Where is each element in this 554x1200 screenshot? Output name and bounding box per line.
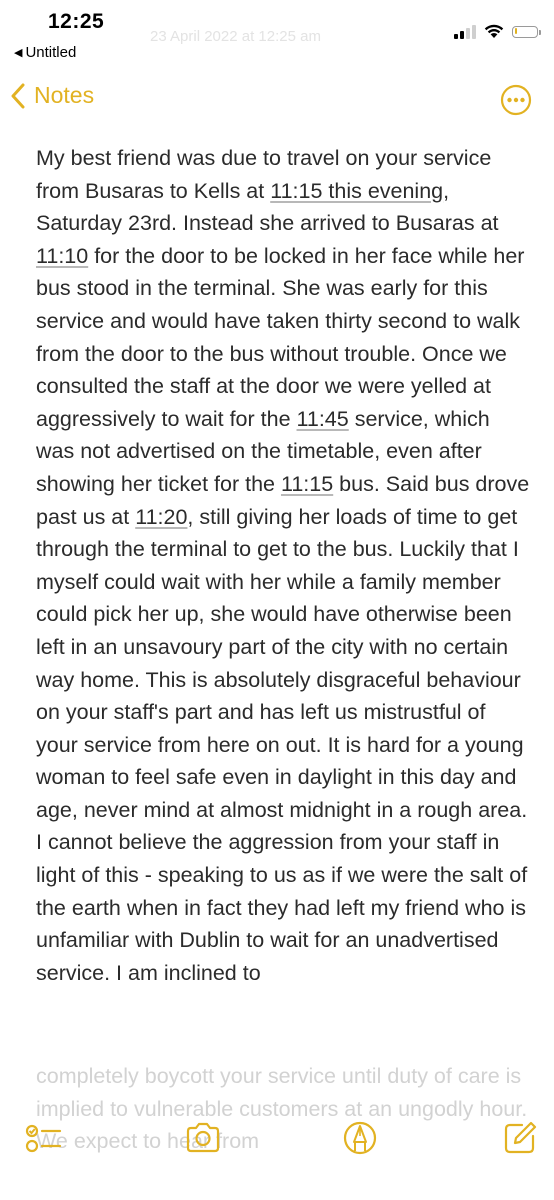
nav-bar <box>0 74 554 124</box>
battery-icon <box>512 26 538 38</box>
markup-pen-icon[interactable] <box>340 1118 380 1158</box>
back-label: Notes <box>34 82 95 108</box>
back-app-label: Untitled <box>25 44 77 61</box>
checklist-icon[interactable] <box>24 1118 64 1158</box>
chevron-left-icon <box>10 83 26 109</box>
back-triangle-icon: ◀ <box>14 47 23 59</box>
status-bar <box>0 0 554 70</box>
note-text: , Saturday 23rd. Instead she arrived to Busaras at <box>36 178 499 236</box>
note-body[interactable] <box>36 142 532 1084</box>
ellipsis-circle-icon[interactable] <box>500 84 532 116</box>
detected-time-link[interactable]: 11:15 this evening <box>270 178 444 203</box>
note-text: service, which was not advertised on the timetable, even after showing her ticket for the <box>36 406 490 496</box>
note-date-ghost: 23 April 2022 at 12:25 am <box>150 28 321 45</box>
status-time: 12:25 <box>48 10 105 33</box>
detected-time-link[interactable]: 11:20 <box>135 504 188 529</box>
note-text: , still giving her loads of time to get through the terminal to get to the bus. Luckily that I myself could wait with her while a family member could pick her up, she would have otherwise been left in an unsavoury part of the city with no certain way home. This is absolutely disgraceful behaviour on your staff's part and has left us mistrustful of your service from here on out. It is hard for a young woman to feel safe even in daylight in this day and age, never mind at almost midnight in a rough area. I cannot believe the aggression from your staff in light of this - speaking to us as if we were the salt of the earth when in fact they had left my friend who is unfamiliar with Dublin to wait for an unadvertised service. I am inclined to <box>36 504 528 985</box>
detected-time-link[interactable]: 11:15 <box>280 471 334 496</box>
note-text: bus. Said bus drove past us at <box>36 471 530 529</box>
wifi-icon <box>484 24 504 39</box>
battery-level <box>515 28 517 34</box>
bottom-toolbar <box>0 1090 554 1190</box>
back-button[interactable] <box>10 82 94 109</box>
back-to-app-link[interactable] <box>14 44 76 61</box>
status-icons <box>454 24 538 39</box>
note-faded-text: completely boycott your service until duty of care is implied to vulnerable customers at an ungodly hour. We expect to hear from <box>36 1064 528 1154</box>
note-text: for the door to be locked in her face while her bus stood in the terminal. She was early for this service and would have taken thirty second to walk from the door to the bus without trouble. Once we consulted the staff at the door we were yelled at aggressively to wait for the <box>36 243 525 431</box>
note-text: My best friend was due to travel on your service from Busaras to Kells at <box>36 146 492 203</box>
detected-time-link[interactable]: 11:10 <box>36 243 89 268</box>
cellular-signal-icon <box>454 25 476 39</box>
compose-icon[interactable] <box>500 1118 540 1158</box>
camera-icon[interactable] <box>183 1118 223 1158</box>
detected-time-link[interactable]: 11:45 <box>296 406 349 431</box>
